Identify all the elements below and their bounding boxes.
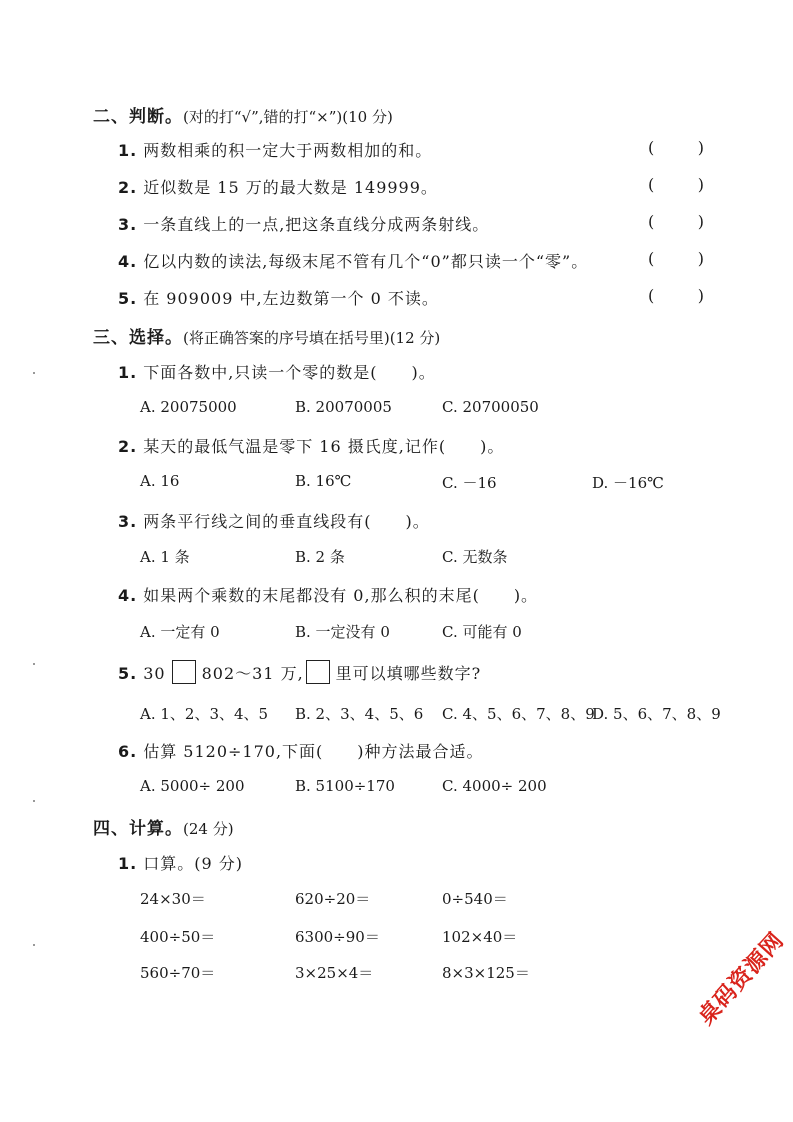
choice-question-5: 5. 30 802～31 万, 里可以填哪些数字? bbox=[118, 660, 481, 684]
section-3-title: 三、选择。 bbox=[93, 328, 183, 348]
scan-dot bbox=[33, 944, 35, 946]
calc-item: 102×40＝ bbox=[442, 928, 518, 946]
q3-option-a[interactable]: A. 1 条 bbox=[140, 548, 190, 566]
section-2-title: 二、判断。 bbox=[93, 107, 183, 127]
judge-item-3: 3. 一条直线上的一点,把这条直线分成两条射线。 bbox=[118, 215, 490, 234]
q1-option-a[interactable]: A. 20075000 bbox=[140, 398, 237, 416]
q2-option-d[interactable]: D. －16℃ bbox=[592, 474, 664, 492]
choice-question-1: 1. 下面各数中,只读一个零的数是( )。 bbox=[118, 363, 436, 382]
judge-item-5: 5. 在 909009 中,左边数第一个 0 不读。 bbox=[118, 289, 439, 308]
calc-item: 560÷70＝ bbox=[140, 964, 216, 982]
q5-option-a[interactable]: A. 1、2、3、4、5 bbox=[140, 705, 269, 723]
answer-paren-4[interactable]: ( ) bbox=[648, 249, 704, 268]
calc-subsection-1: 1. 口算。(9 分) bbox=[118, 854, 243, 873]
calc-item: 0÷540＝ bbox=[442, 890, 508, 908]
q3-option-c[interactable]: C. 无数条 bbox=[442, 548, 508, 566]
calc-item: 6300÷90＝ bbox=[295, 928, 380, 946]
section-4-heading bbox=[93, 814, 234, 839]
section-2-heading bbox=[93, 102, 393, 127]
blank-box[interactable] bbox=[172, 660, 196, 684]
judge-item-4: 4. 亿以内数的读法,每级末尾不管有几个“0”都只读一个“零”。 bbox=[118, 252, 589, 271]
scan-dot bbox=[33, 800, 35, 802]
q5-option-c[interactable]: C. 4、5、6、7、8、9 bbox=[442, 705, 595, 723]
choice-question-2: 2. 某天的最低气温是零下 16 摄氏度,记作( )。 bbox=[118, 437, 505, 456]
q4-option-a[interactable]: A. 一定有 0 bbox=[140, 623, 220, 641]
answer-paren-1[interactable]: ( ) bbox=[648, 138, 704, 157]
q5-option-d[interactable]: D. 5、6、7、8、9 bbox=[592, 705, 721, 723]
calc-item: 3×25×4＝ bbox=[295, 964, 374, 982]
q6-option-c[interactable]: C. 4000÷ 200 bbox=[442, 777, 547, 795]
q1-option-b[interactable]: B. 20070005 bbox=[295, 398, 392, 416]
blank-box-ref bbox=[306, 660, 330, 684]
calc-item: 24×30＝ bbox=[140, 890, 206, 908]
q4-option-c[interactable]: C. 可能有 0 bbox=[442, 623, 522, 641]
scan-dot bbox=[33, 663, 35, 665]
q3-option-b[interactable]: B. 2 条 bbox=[295, 548, 345, 566]
judge-item-1: 1. 两数相乘的积一定大于两数相加的和。 bbox=[118, 141, 433, 160]
scan-dot bbox=[33, 372, 35, 374]
answer-paren-3[interactable]: ( ) bbox=[648, 212, 704, 231]
calc-item: 400÷50＝ bbox=[140, 928, 216, 946]
answer-paren-5[interactable]: ( ) bbox=[648, 286, 704, 305]
q5-option-b[interactable]: B. 2、3、4、5、6 bbox=[295, 705, 424, 723]
q2-option-a[interactable]: A. 16 bbox=[140, 472, 180, 490]
choice-question-3: 3. 两条平行线之间的垂直线段有( )。 bbox=[118, 512, 430, 531]
section-4-title: 四、计算。 bbox=[93, 819, 183, 839]
choice-question-4: 4. 如果两个乘数的末尾都没有 0,那么积的末尾( )。 bbox=[118, 586, 539, 605]
q4-option-b[interactable]: B. 一定没有 0 bbox=[295, 623, 390, 641]
q2-option-c[interactable]: C. －16 bbox=[442, 474, 497, 492]
q1-option-c[interactable]: C. 20700050 bbox=[442, 398, 539, 416]
section-3-heading bbox=[93, 323, 440, 348]
calc-item: 620÷20＝ bbox=[295, 890, 371, 908]
section-2-note: (对的打“√”,错的打“×”)(10 分) bbox=[183, 108, 393, 126]
q6-option-a[interactable]: A. 5000÷ 200 bbox=[140, 777, 245, 795]
q2-option-b[interactable]: B. 16℃ bbox=[295, 472, 352, 490]
q6-option-b[interactable]: B. 5100÷170 bbox=[295, 777, 395, 795]
judge-item-2: 2. 近似数是 15 万的最大数是 149999。 bbox=[118, 178, 438, 197]
answer-paren-2[interactable]: ( ) bbox=[648, 175, 704, 194]
watermark-logo: 桌码资源网 bbox=[693, 927, 790, 1031]
choice-question-6: 6. 估算 5120÷170,下面( )种方法最合适。 bbox=[118, 742, 484, 761]
section-3-note: (将正确答案的序号填在括号里)(12 分) bbox=[183, 329, 441, 347]
section-4-note: (24 分) bbox=[183, 820, 234, 838]
calc-item: 8×3×125＝ bbox=[442, 964, 530, 982]
